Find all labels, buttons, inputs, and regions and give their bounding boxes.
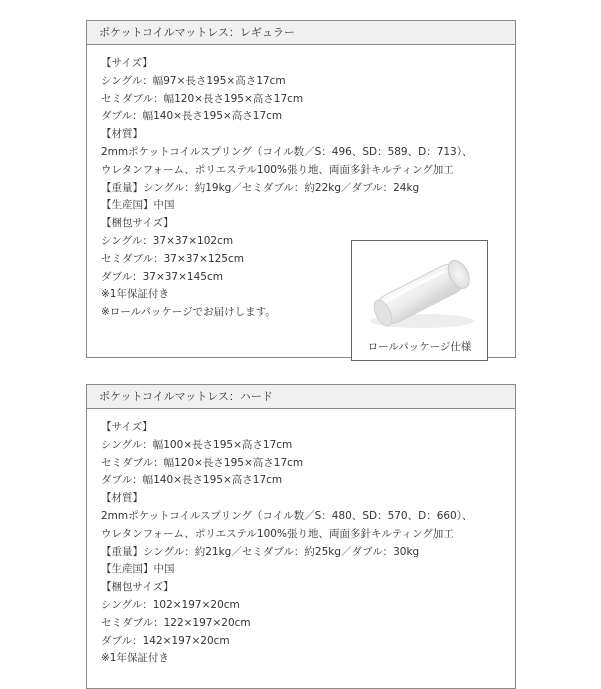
spec-line: シングル：幅100×長さ195×高さ17cm [101, 438, 293, 451]
spec-line: ダブル：142×197×20cm [101, 634, 230, 647]
spec-line: ダブル：幅140×長さ195×高さ17cm [101, 474, 283, 487]
spec-line: ※ロールパッケージでお届けします。 [101, 306, 276, 319]
spec-line: 2mmポケットコイルスプリング（コイル数／S：480、SD：570、D：660）、 [101, 509, 473, 522]
roll-package-photo [351, 240, 488, 361]
spec-line: セミダブル：幅120×長さ195×高さ17cm [101, 456, 304, 469]
panel-title-hard: ポケットコイルマットレス：ハード [87, 385, 515, 409]
spec-line: シングル：幅97×長さ195×高さ17cm [101, 74, 286, 87]
spec-line: ※1年保証付き [101, 652, 169, 665]
spec-list-hard [87, 409, 515, 668]
spec-panel-regular [86, 20, 516, 358]
spec-line: 2mmポケットコイルスプリング（コイル数／S：496、SD：589、D：713）、 [101, 145, 473, 158]
spec-line: 【サイズ】 [101, 57, 153, 69]
spec-line: セミダブル：幅120×長さ195×高さ17cm [101, 92, 304, 105]
spec-line: ダブル：幅140×長さ195×高さ17cm [101, 110, 283, 123]
panel-title-regular: ポケットコイルマットレス：レギュラー [87, 21, 515, 45]
spec-line: 【生産国】中国 [101, 199, 175, 212]
spec-panel-hard [86, 384, 516, 689]
spec-line: ウレタンフォーム、ポリエステル100%張り地、両面多針キルティング加工 [101, 527, 454, 540]
photo-caption: ロールパッケージ仕様 [367, 341, 472, 353]
spec-line: 【材質】 [101, 128, 143, 141]
spec-line: セミダブル：122×197×20cm [101, 616, 251, 629]
spec-line: シングル：37×37×102cm [101, 234, 234, 247]
spec-line: ※1年保証付き [101, 288, 169, 301]
spec-line: ダブル：37×37×145cm [101, 270, 223, 283]
spec-line: セミダブル：37×37×125cm [101, 252, 244, 265]
spec-line: 【サイズ】 [101, 421, 153, 433]
spec-line: 【重量】シングル：約19kg／セミダブル：約22kg／ダブル：24kg [101, 181, 420, 194]
spec-line: 【材質】 [101, 492, 143, 505]
spec-line: 【梱包サイズ】 [101, 217, 174, 230]
spec-line: 【重量】シングル：約21kg／セミダブル：約25kg／ダブル：30kg [101, 545, 420, 558]
spec-line: 【梱包サイズ】 [101, 581, 174, 594]
spec-line: ウレタンフォーム、ポリエステル100%張り地、両面多針キルティング加工 [101, 163, 454, 176]
spec-list-regular [87, 45, 515, 353]
spec-line: シングル：102×197×20cm [101, 598, 240, 611]
spec-line: 【生産国】中国 [101, 563, 175, 576]
